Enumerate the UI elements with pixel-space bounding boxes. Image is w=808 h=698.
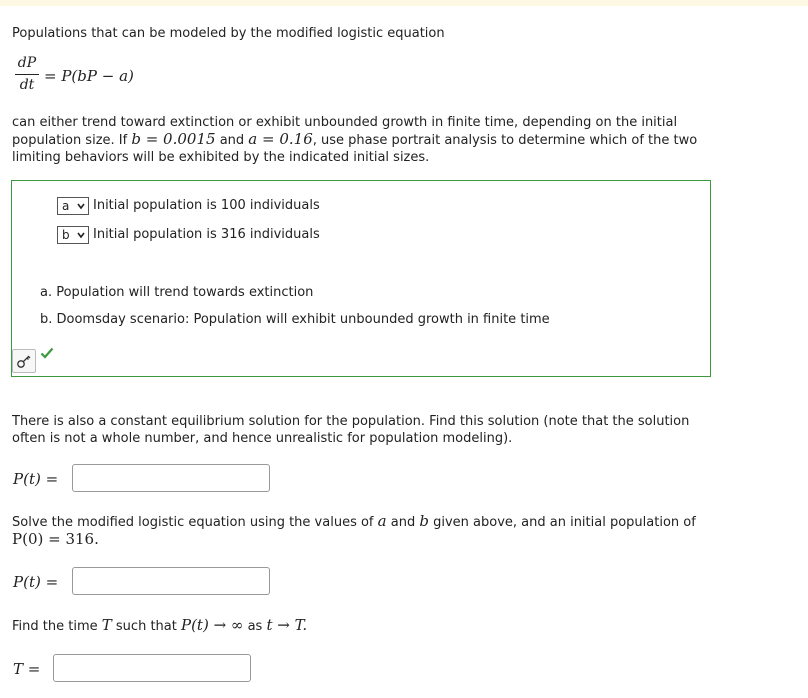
description-paragraph (12, 114, 712, 166)
fraction-denominator: dt (19, 77, 35, 93)
blowup-question (12, 616, 307, 634)
description-line-2-pre: population size. If (12, 133, 128, 148)
limit-expression-1: P(t) → ∞ (180, 616, 244, 634)
time-input[interactable] (53, 654, 251, 682)
blowup-mid: such that (115, 619, 177, 634)
solve-line-1-pre: Solve the modified logistic equation using the values of (12, 515, 374, 530)
description-line-2-post: , use phase portrait analysis to determine which of the two (312, 133, 698, 148)
equilibrium-line-1: There is also a constant equilibrium solution for the population. Find this solution (note that the solution (12, 414, 690, 429)
and-text: and (219, 133, 245, 148)
match-select-2[interactable] (57, 226, 89, 244)
select-value: b (62, 228, 70, 242)
limit-expression-2: t → T. (266, 616, 308, 634)
var-b: b (419, 512, 429, 530)
solve-paragraph (12, 513, 712, 548)
solution-input[interactable] (72, 567, 270, 595)
and-text: and (390, 515, 416, 530)
derivative-fraction (15, 55, 39, 94)
option-a: a. Population will trend towards extinction (40, 285, 314, 300)
a-value: a = 0.16 (248, 130, 313, 148)
equilibrium-input[interactable] (72, 464, 270, 492)
solve-line-1-post: given above, and an initial population of (433, 515, 696, 530)
intro-text: Populations that can be modeled by the modified logistic equation (12, 26, 445, 41)
match-select-1[interactable] (57, 197, 89, 215)
description-line-3: limiting behaviors will be exhibited by the indicated initial sizes. (12, 150, 430, 165)
equilibrium-label: P(t) = (13, 470, 59, 488)
key-button[interactable] (12, 349, 36, 373)
solve-line-1 (12, 513, 712, 531)
initial-condition: P(0) = 316. (12, 530, 99, 548)
as-text: as (247, 619, 263, 634)
blowup-pre: Find the time (12, 619, 98, 634)
fraction-numerator: dP (17, 55, 37, 71)
time-label: T = (13, 660, 41, 678)
check-icon (40, 347, 54, 359)
key-icon (13, 350, 35, 372)
chevron-down-icon (77, 202, 85, 210)
select-value: a (62, 199, 70, 213)
description-line-1: can either trend toward extinction or exhibit unbounded growth in finite time, depending on the initial (12, 115, 678, 130)
var-T: T (101, 616, 112, 634)
match-label-1: Initial population is 100 individuals (93, 198, 320, 213)
top-banner (0, 0, 808, 6)
match-label-2: Initial population is 316 individuals (93, 227, 320, 242)
equilibrium-line-2: often is not a whole number, and hence unrealistic for population modeling). (12, 431, 513, 446)
var-a: a (377, 512, 387, 530)
option-b: b. Doomsday scenario: Population will exhibit unbounded growth in finite time (40, 312, 550, 327)
solution-label: P(t) = (13, 573, 59, 591)
chevron-down-icon (77, 231, 85, 239)
b-value: b = 0.0015 (131, 130, 216, 148)
fraction-bar (15, 74, 39, 75)
description-line-2 (12, 131, 712, 149)
equilibrium-paragraph (12, 413, 712, 447)
equation-rhs: = P(bP − a) (44, 67, 134, 85)
